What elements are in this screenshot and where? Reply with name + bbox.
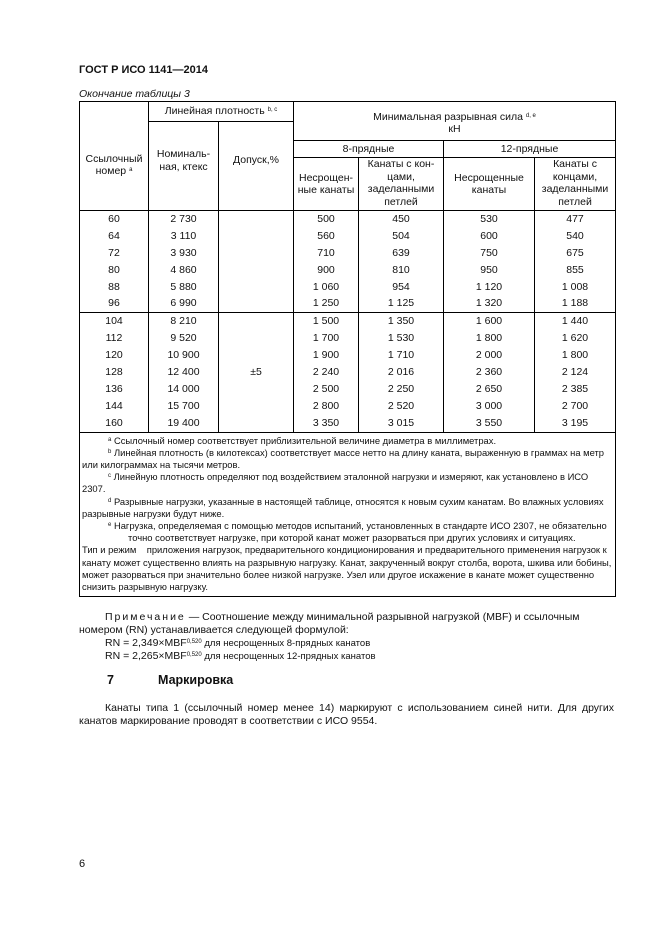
- table-cell: 3 350: [294, 415, 359, 432]
- table-cell: 3 195: [535, 415, 616, 432]
- section-paragraph: Канаты типа 1 (ссылочный номер менее 14) маркируют с использованием синей нити. Для других канатов маркирование проводят в соответствии с ИСО 9554.: [79, 702, 614, 727]
- tolerance-cell: [219, 415, 294, 432]
- header-eyes-12: Канаты с концами, заделанными петлей: [535, 158, 616, 211]
- header-8-strand: 8-прядные: [294, 141, 444, 158]
- table-cell: 1 440: [535, 313, 616, 330]
- table-cell: 2 000: [444, 347, 535, 364]
- table-cell: 2 700: [535, 398, 616, 415]
- header-ref-number: Ссылочный номер $^a$: [80, 102, 149, 211]
- footnote-c: $^c$ Линейную плотность определяют под воздействием эталонной нагрузки и измеряют, как установлено в ИСО 2307.: [82, 471, 589, 495]
- table-cell: 504: [359, 228, 444, 245]
- tolerance-cell: [219, 347, 294, 364]
- table-cell: 160: [80, 415, 149, 432]
- table-cell: 2 385: [535, 381, 616, 398]
- table-cell: 1 530: [359, 330, 444, 347]
- table-row: [80, 398, 616, 415]
- table-cell: 1 188: [535, 295, 616, 312]
- formula-12: RN = 2,265×MBF$^{0,520}$ для несрощенных 12-прядных канатов: [105, 650, 376, 662]
- table-cell: 600: [444, 228, 535, 245]
- table-cell: 72: [80, 245, 149, 262]
- table-caption: Окончание таблицы 3: [79, 88, 190, 100]
- table-cell: 96: [80, 295, 149, 312]
- table-cell: 136: [80, 381, 149, 398]
- table-row: [80, 381, 616, 398]
- table-row: [80, 415, 616, 432]
- table-cell: 1 800: [444, 330, 535, 347]
- page-number: 6: [79, 858, 86, 870]
- table-cell: 1 900: [294, 347, 359, 364]
- table-cell: 2 730: [149, 211, 219, 228]
- table-cell: 3 015: [359, 415, 444, 432]
- table-cell: 15 700: [149, 398, 219, 415]
- table-row: [80, 313, 616, 330]
- header-tolerance: Допуск,%: [219, 122, 294, 211]
- table-cell: 1 120: [444, 279, 535, 296]
- table-cell: 900: [294, 262, 359, 279]
- table-cell: 950: [444, 262, 535, 279]
- footnote-a: $^a$ Ссылочный номер соответствует приблизительной величине диаметра в миллиметрах.: [108, 434, 497, 446]
- tolerance-cell: ±5: [219, 364, 294, 381]
- table-cell: 12 400: [149, 364, 219, 381]
- table-cell: 3 000: [444, 398, 535, 415]
- tolerance-cell: [219, 295, 294, 312]
- table-cell: 2 124: [535, 364, 616, 381]
- table-cell: 2 016: [359, 364, 444, 381]
- table-row: [80, 330, 616, 347]
- table-cell: 810: [359, 262, 444, 279]
- table-cell: 1 350: [359, 313, 444, 330]
- table-cell: 1 060: [294, 279, 359, 296]
- footnote-e: $^e$ Нагрузка, определяемая с помощью методов испытаний, установленных в стандарте ИСО 2307, не обязательно: [108, 520, 607, 531]
- footnote-e-cont: точно соответствует нагрузке, при которой канат может разорваться при других условиях и ситуациях.: [128, 532, 576, 544]
- table-cell: 2 650: [444, 381, 535, 398]
- header-min-break: Минимальная разрывная сила $^{d, e}$ кН: [294, 102, 616, 141]
- table-cell: 1 500: [294, 313, 359, 330]
- table-cell: 120: [80, 347, 149, 364]
- table-cell: 64: [80, 228, 149, 245]
- header-unspliced-8: Несрощен-ные канаты: [294, 158, 359, 211]
- table-cell: 4 860: [149, 262, 219, 279]
- tolerance-cell: [219, 330, 294, 347]
- table-cell: 1 710: [359, 347, 444, 364]
- table-cell: 3 930: [149, 245, 219, 262]
- table-cell: 144: [80, 398, 149, 415]
- table-cell: 750: [444, 245, 535, 262]
- table-cell: 60: [80, 211, 149, 228]
- table-cell: 3 110: [149, 228, 219, 245]
- header-12-strand: 12-прядные: [444, 141, 616, 158]
- tolerance-cell: [219, 228, 294, 245]
- note-label: Примечание: [105, 611, 186, 623]
- table-cell: 540: [535, 228, 616, 245]
- footnote-e-cont2: Тип и режим приложения нагрузок, предварительного кондиционирования и предварительного применения нагрузок к канату может существенно влиять на разрывную нагрузку. Канат, закрученный вокруг столба, ворота, шкива или бобины, может разорваться при значительно более низкой нагрузке. Узел или другое искажение в канате может существенно снизить разрывную нагрузку.: [82, 544, 614, 593]
- table-cell: 112: [80, 330, 149, 347]
- table-cell: 19 400: [149, 415, 219, 432]
- table-cell: 8 210: [149, 313, 219, 330]
- tolerance-cell: [219, 245, 294, 262]
- tolerance-cell: [219, 211, 294, 228]
- table-cell: 5 880: [149, 279, 219, 296]
- header-eyes-8: Канаты с кон-цами, заделанными петлей: [359, 158, 444, 211]
- header-unspliced-12: Несрощенные канаты: [444, 158, 535, 211]
- header-linear-density: Линейная плотность $^{b, c}$: [149, 102, 294, 122]
- table-cell: 1 250: [294, 295, 359, 312]
- table-row: [80, 279, 616, 296]
- tolerance-cell: [219, 262, 294, 279]
- tolerance-cell: [219, 381, 294, 398]
- table-row: [80, 228, 616, 245]
- table-cell: 560: [294, 228, 359, 245]
- table-cell: 2 250: [359, 381, 444, 398]
- footnote-b: $^b$ Линейная плотность (в килотексах) соответствует массе нетто на длину каната, выраженную в граммах на метр или килограммах на тысячи метров.: [82, 446, 605, 470]
- table-cell: 1 800: [535, 347, 616, 364]
- table-cell: 1 700: [294, 330, 359, 347]
- table-cell: 2 520: [359, 398, 444, 415]
- table-cell: 104: [80, 313, 149, 330]
- formula-8: RN = 2,349×MBF$^{0,520}$ для несрощенных 8-прядных канатов: [105, 637, 371, 649]
- table-cell: 675: [535, 245, 616, 262]
- table-cell: 14 000: [149, 381, 219, 398]
- table-cell: 9 520: [149, 330, 219, 347]
- table-cell: 954: [359, 279, 444, 296]
- table-cell: 2 800: [294, 398, 359, 415]
- note-text: — Соотношение между минимальной разрывной нагрузкой (MBF) и ссылочным номером (RN) устанавливается следующей формулой:: [79, 611, 580, 636]
- table-row: [80, 262, 616, 279]
- note: [79, 611, 614, 663]
- footnote-d: $^d$ Разрывные нагрузки, указанные в настоящей таблице, относятся к новым сухим канатам. Во влажных условиях разрывные нагрузки будут ниже.: [82, 495, 604, 519]
- rope-table: [79, 101, 616, 597]
- tolerance-cell: [219, 313, 294, 330]
- table-cell: 2 240: [294, 364, 359, 381]
- table-row: [80, 364, 616, 381]
- table-cell: 500: [294, 211, 359, 228]
- table-footnotes: [80, 432, 616, 597]
- table-cell: 128: [80, 364, 149, 381]
- table-cell: 80: [80, 262, 149, 279]
- tolerance-cell: [219, 398, 294, 415]
- table-cell: 1 320: [444, 295, 535, 312]
- table-cell: 710: [294, 245, 359, 262]
- table-cell: 1 008: [535, 279, 616, 296]
- table-cell: 6 990: [149, 295, 219, 312]
- section-title: Маркировка: [158, 673, 234, 687]
- table-cell: 1 620: [535, 330, 616, 347]
- table-cell: 639: [359, 245, 444, 262]
- document-header: ГОСТ Р ИСО 1141—2014: [79, 64, 209, 76]
- table-row: [80, 347, 616, 364]
- table-cell: 3 550: [444, 415, 535, 432]
- section-number: 7: [107, 673, 114, 687]
- table-cell: 10 900: [149, 347, 219, 364]
- table-cell: 88: [80, 279, 149, 296]
- table-cell: 2 500: [294, 381, 359, 398]
- table-cell: 1 600: [444, 313, 535, 330]
- table-row: [80, 245, 616, 262]
- tolerance-cell: [219, 279, 294, 296]
- table-cell: 450: [359, 211, 444, 228]
- table-cell: 2 360: [444, 364, 535, 381]
- table-cell: 855: [535, 262, 616, 279]
- table-row: [80, 295, 616, 312]
- table-cell: 1 125: [359, 295, 444, 312]
- table-cell: 477: [535, 211, 616, 228]
- header-nominal: Номиналь-ная, ктекс: [149, 122, 219, 211]
- table-row: [80, 211, 616, 228]
- table-cell: 530: [444, 211, 535, 228]
